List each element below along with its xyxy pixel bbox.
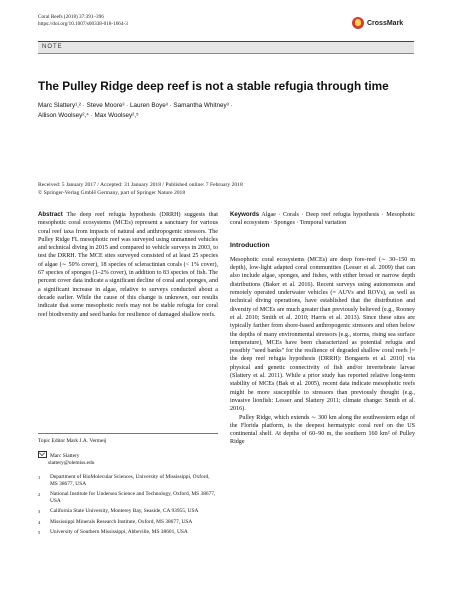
abstract	[38, 211, 218, 319]
affiliation-item: 3 California State University, Monterey Bay, Seaside, CA 93955, USA	[38, 508, 199, 515]
intro-paragraph-1: Mesophotic coral ecosystems (MCEs) are deep fore-reef (∼ 30–150 m depth), low-light adapted coral communities (Lesser et al. 2009) that can also include algae, sponges, and fishes, with either broad or narrow depth distributions (Baker et al. 2016). Recent surveys using autonomous and remotely operated underwater vehicles (= AUVs and ROVs), as well as technical diving operations, have established that the distribution and diversity of MCEs are much greater than previously believed (e.g., Rooney et al. 2010; Smith et al. 2010; Harris et al. 2013). Since these sites are typically farther from shore-based anthropogenic stressors and often below the depths of many environmental stressors (e.g., storms, rising sea surface temperature), MCEs have been characterized as potential refugia and possibly "seed banks" for the resilience of degraded shallow coral reefs [= the deep reef refugia hypothesis (DRRH): Bongaerts et al. 2010] via physical and genetic connectivity of fish and/or invertebrate larvae (Slattery et al. 2011). While a prior study has reported relative long-term stability of MCEs (Bak et al. 2005), recent data indicate mesophotic reefs might be more susceptible to stressors than previously thought (e.g., invasive lionfish: Lesser and Slattery 2011; climate change: Smith et al. 2016).	[230, 256, 415, 413]
note-rule	[38, 53, 414, 54]
author-list	[38, 101, 418, 121]
copyright-line: © Springer-Verlag GmbH Germany, part of Springer Nature 2018	[38, 189, 186, 196]
authors-line-2: Allison Woolsey²,⁴ · Max Woolsey²,⁵	[38, 112, 139, 119]
journal-volume: Coral Reefs (2018) 37:391–396	[38, 14, 104, 20]
footnote-rule	[38, 433, 218, 434]
affiliation-item: 2 National Institute for Undersea Science and Technology, Oxford, MS 38677, USA	[38, 491, 216, 505]
introduction-heading: Introduction	[230, 241, 270, 249]
doi-link[interactable]: https://doi.org/10.1007/s00338-018-1664-3	[38, 21, 128, 27]
authors-line-1: Marc Slattery¹,² · Steve Moore³ · Lauren Boye³ · Samantha Whitney³ ·	[38, 102, 233, 109]
intro-paragraph-2: Pulley Ridge, which extends ∼ 300 km along the southwestern edge of the Florida platform, is the deepest hermatypic coral reef on the US continental shelf. At depths of 60–90 m, the southern 160 km² of Pulley Ridge	[230, 414, 415, 446]
corresponding-email[interactable]: slattery@olemiss.edu	[48, 460, 95, 467]
corresponding-author	[38, 451, 218, 467]
article-title: The Pulley Ridge deep reef is not a stable refugia through time	[38, 79, 389, 93]
keywords	[230, 211, 415, 228]
abstract-heading: Abstract	[38, 211, 63, 218]
footnotes	[38, 438, 218, 539]
affiliation-item: 5 University of Southern Mississippi, Abbeville, MS 38601, USA	[38, 528, 188, 535]
corresponding-name: Marc Slattery	[50, 453, 80, 460]
note-banner	[38, 42, 414, 53]
crossmark-badge[interactable]	[352, 17, 403, 29]
affiliation-list	[38, 474, 218, 536]
envelope-icon	[38, 451, 47, 458]
keywords-heading: Keywords	[230, 211, 260, 218]
crossmark-icon	[352, 17, 364, 29]
topic-editor: Topic Editor Mark J.A. Vermeij	[38, 438, 107, 444]
right-column	[230, 211, 415, 447]
journal-citation	[38, 14, 128, 28]
crossmark-label: CrossMark	[367, 19, 404, 27]
affiliation-item: 1 Department of BioMolecular Sciences, University of Mississippi, Oxford, MS 38677, USA	[38, 473, 210, 487]
affiliation-item: 4 Mississippi Minerals Research Institute, Oxford, MS 38677, USA	[38, 518, 193, 525]
note-label: NOTE	[42, 44, 63, 50]
dates-line: Received: 5 January 2017 / Accepted: 31 January 2018 / Published online: 7 February 2018	[38, 182, 243, 188]
publication-dates	[38, 182, 418, 197]
keywords-text: Algae · Corals · Deep reef refugia hypothesis · Mesophotic coral ecosystem · Sponges · Temporal variation	[230, 212, 415, 227]
left-column	[38, 211, 218, 319]
abstract-text: The deep reef refugia hypothesis (DRRH) suggests that mesophotic coral ecosystems (MCEs) represent a sanctuary for various coral reef taxa from impacts of natural and anthropogenic stressors. The Pulley Ridge FL mesophotic reef was surveyed using unmanned vehicles and technical diving in 2015 and compared to vehicle surveys in 2003, to test the DRRH. The MCE sites surveyed consisted of at least 25 species of algae (∼ 50% cover), 18 species of scleractinian corals (< 1% cover), 67 species of sponges (1–2% cover), in addition to 83 species of fish. The percent cover data indicate a significant decline of coral and sponges, and a significant increase in algae, relative to surveys conducted about a decade earlier. While the cause of this change is unknown, our results indicate that some mesophotic reefs may not be stable refugia for coral reef biodiversity and seed banks for resilience of damaged shallow reefs.	[38, 212, 218, 318]
